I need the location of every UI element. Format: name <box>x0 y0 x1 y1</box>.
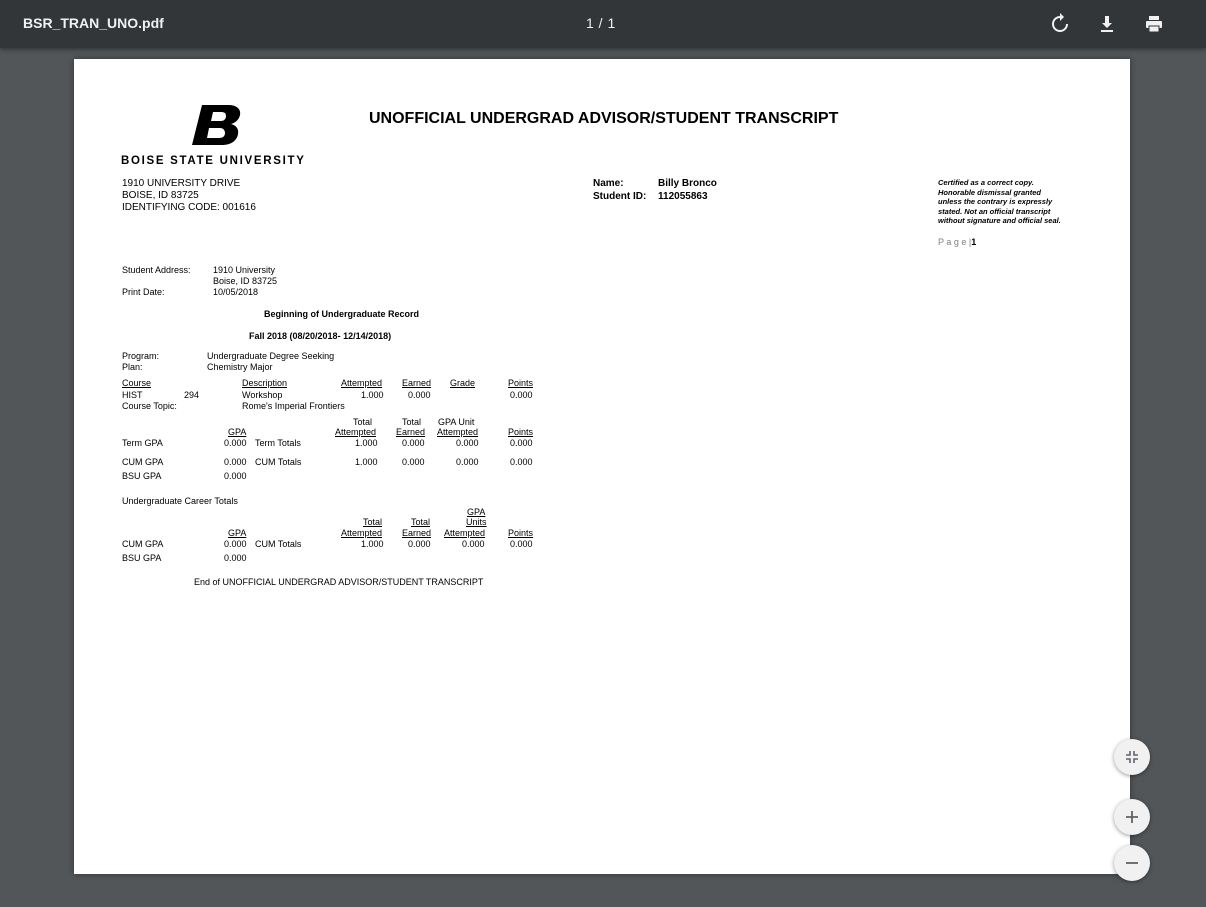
fit-to-page-button[interactable] <box>1114 739 1150 775</box>
boise-state-b-logo <box>192 105 244 145</box>
col-points: Points <box>508 378 534 388</box>
career-cum-attempted-value: 1.000 <box>361 539 384 549</box>
term-totals-label: Term Totals <box>255 438 301 448</box>
student-name: Billy Bronco <box>658 178 717 189</box>
term-total-earned-header-2: Earned <box>396 427 426 437</box>
career-gpa-units-header-1: GPA <box>467 507 486 517</box>
bsu-gpa-value: 0.000 <box>224 471 247 481</box>
term-attempted-value: 1.000 <box>355 438 378 448</box>
page-indicator: 1 / 1 <box>586 15 616 31</box>
cum-gpa-label: CUM GPA <box>122 457 164 467</box>
pdf-page <box>74 59 1130 874</box>
course-attempted: 1.000 <box>361 390 384 400</box>
career-cum-totals-label: CUM Totals <box>255 539 302 549</box>
transcript-title: UNOFFICIAL UNDERGRAD ADVISOR/STUDENT TRANSCRIPT <box>369 110 839 127</box>
term-gpa-value: 0.000 <box>224 438 247 448</box>
term-heading: Fall 2018 (08/20/2018- 12/14/2018) <box>249 331 392 341</box>
career-bsu-gpa-value: 0.000 <box>224 553 247 563</box>
course-description: Workshop <box>242 390 283 400</box>
student-address-line1: 1910 University <box>213 265 276 275</box>
print-button[interactable] <box>1142 12 1166 36</box>
term-points-header: Points <box>508 427 534 437</box>
fit-page-icon <box>1123 748 1141 766</box>
term-gpa-header: GPA <box>228 427 247 437</box>
career-total-earned-header-1: Total <box>411 517 431 527</box>
course-number: 294 <box>184 390 200 400</box>
student-id: 112055863 <box>658 191 708 202</box>
student-id-label: Student ID: <box>593 191 647 202</box>
course-topic-label: Course Topic: <box>122 401 177 411</box>
print-date: 10/05/2018 <box>213 287 259 297</box>
course-subject: HIST <box>122 390 143 400</box>
cum-gpa-units-value: 0.000 <box>456 457 479 467</box>
career-gpa-units-header-3: Attempted <box>444 528 486 538</box>
zoom-out-button[interactable] <box>1114 845 1150 881</box>
course-earned: 0.000 <box>408 390 431 400</box>
career-cum-gpa-units-value: 0.000 <box>462 539 485 549</box>
program-value: Undergraduate Degree Seeking <box>207 351 335 361</box>
print-icon <box>1142 12 1166 36</box>
page-label: P a g e |1 <box>938 237 977 247</box>
term-points-value: 0.000 <box>510 438 533 448</box>
career-total-attempted-header-2: Attempted <box>341 528 383 538</box>
plan-label: Plan: <box>122 362 143 372</box>
career-cum-gpa-label: CUM GPA <box>122 539 164 549</box>
certification-note: Certified as a correct copy. Honorable dismissal granted unless the contrary is expressly stated. Not an official transcript without signature and official seal. <box>938 178 1061 225</box>
plan-value: Chemistry Major <box>207 362 273 372</box>
career-total-earned-header-2: Earned <box>402 528 432 538</box>
career-gpa-units-header-2: Units <box>466 517 487 527</box>
student-address-line2: Boise, ID 83725 <box>213 276 278 286</box>
identifying-code: IDENTIFYING CODE: 001616 <box>122 202 256 213</box>
program-label: Program: <box>122 351 160 361</box>
career-cum-gpa-value: 0.000 <box>224 539 247 549</box>
career-total-attempted-header-1: Total <box>363 517 383 527</box>
term-gpa-unit-header-1: GPA Unit <box>438 417 475 427</box>
university-name: BOISE STATE UNIVERSITY <box>121 155 306 167</box>
download-button[interactable] <box>1095 12 1119 36</box>
print-date-label: Print Date: <box>122 287 165 297</box>
col-course: Course <box>122 378 152 388</box>
end-note: End of UNOFFICIAL UNDERGRAD ADVISOR/STUDENT TRANSCRIPT <box>194 577 484 587</box>
term-earned-value: 0.000 <box>402 438 425 448</box>
bsu-gpa-label: BSU GPA <box>122 471 162 481</box>
zoom-in-button[interactable] <box>1114 799 1150 835</box>
term-gpa-units-value: 0.000 <box>456 438 479 448</box>
col-attempted: Attempted <box>341 378 383 388</box>
university-address-line1: 1910 UNIVERSITY DRIVE <box>122 178 241 189</box>
career-cum-earned-value: 0.000 <box>408 539 431 549</box>
term-gpa-unit-header-2: Attempted <box>437 427 479 437</box>
col-description: Description <box>242 378 288 388</box>
col-earned: Earned <box>402 378 432 388</box>
download-icon <box>1095 12 1119 36</box>
name-label: Name: <box>593 178 624 189</box>
career-cum-points-value: 0.000 <box>510 539 533 549</box>
term-total-attempted-header-2: Attempted <box>335 427 377 437</box>
career-points-header: Points <box>508 528 534 538</box>
course-points: 0.000 <box>510 390 533 400</box>
cum-attempted-value: 1.000 <box>355 457 378 467</box>
rotate-icon <box>1048 12 1072 36</box>
career-gpa-header: GPA <box>228 528 247 538</box>
career-heading: Undergraduate Career Totals <box>122 496 238 506</box>
zoom-out-icon <box>1124 855 1140 871</box>
cum-totals-label: CUM Totals <box>255 457 302 467</box>
cum-gpa-value: 0.000 <box>224 457 247 467</box>
term-gpa-label: Term GPA <box>122 438 163 448</box>
course-topic-value: Rome's Imperial Frontiers <box>242 401 345 411</box>
pdf-toolbar <box>0 0 1206 48</box>
record-heading: Beginning of Undergraduate Record <box>264 309 420 319</box>
zoom-in-icon <box>1124 809 1140 825</box>
file-name: BSR_TRAN_UNO.pdf <box>23 15 164 31</box>
rotate-button[interactable] <box>1048 12 1072 36</box>
career-bsu-gpa-label: BSU GPA <box>122 553 162 563</box>
cum-earned-value: 0.000 <box>402 457 425 467</box>
university-address-line2: BOISE, ID 83725 <box>122 190 199 201</box>
term-total-earned-header-1: Total <box>402 417 422 427</box>
term-total-attempted-header-1: Total <box>353 417 373 427</box>
cum-points-value: 0.000 <box>510 457 533 467</box>
student-address-label: Student Address: <box>122 265 191 275</box>
col-grade: Grade <box>450 378 476 388</box>
